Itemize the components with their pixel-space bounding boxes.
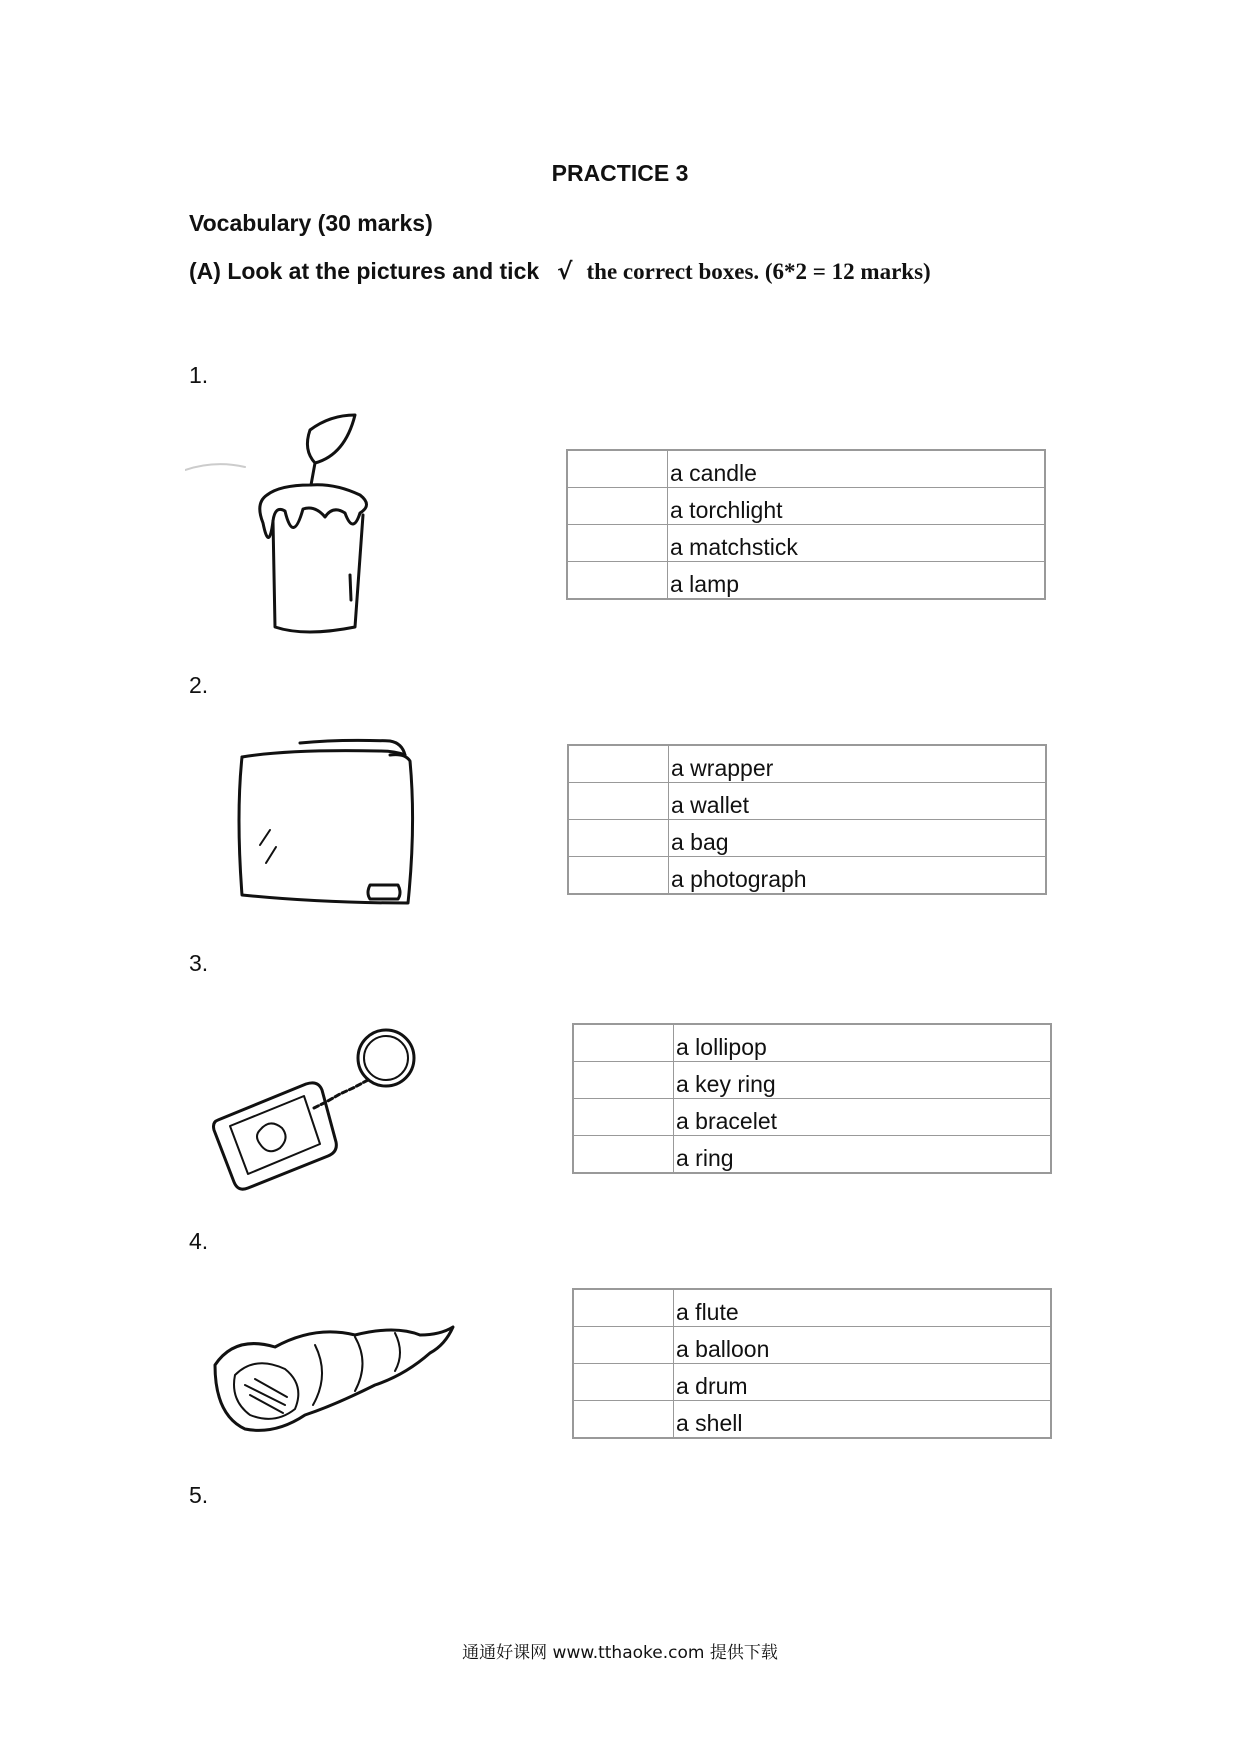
option-row — [568, 820, 1046, 857]
tick-box[interactable] — [573, 1062, 674, 1099]
option-label: a wrapper — [669, 745, 1047, 783]
option-row — [568, 745, 1046, 783]
tick-box[interactable] — [568, 820, 669, 857]
tick-box[interactable] — [568, 783, 669, 820]
option-label: a ring — [674, 1136, 1052, 1174]
option-label: a torchlight — [668, 488, 1046, 525]
option-row — [573, 1327, 1051, 1364]
option-label: a wallet — [669, 783, 1047, 820]
tick-box[interactable] — [568, 745, 669, 783]
option-row — [573, 1136, 1051, 1174]
question-number: 1. — [189, 362, 209, 388]
option-row — [573, 1024, 1051, 1062]
option-row — [567, 562, 1045, 600]
tick-box[interactable] — [568, 857, 669, 895]
tick-box[interactable] — [567, 488, 668, 525]
tick-box[interactable] — [567, 562, 668, 600]
options-table-q2 — [567, 744, 1047, 895]
option-row — [573, 1099, 1051, 1136]
tick-box[interactable] — [573, 1401, 674, 1439]
option-label: a matchstick — [668, 525, 1046, 562]
options-table-q3 — [572, 1023, 1052, 1174]
option-label: a shell — [674, 1401, 1052, 1439]
tick-box[interactable] — [573, 1024, 674, 1062]
wallet-drawing — [230, 735, 430, 915]
option-row — [573, 1289, 1051, 1327]
option-row — [567, 450, 1045, 488]
section-heading: Vocabulary (30 marks) — [189, 210, 433, 236]
options-table-q4 — [572, 1288, 1052, 1439]
tick-mark-icon: √ — [557, 259, 573, 285]
option-label: a balloon — [674, 1327, 1052, 1364]
tick-box[interactable] — [573, 1364, 674, 1401]
key-ring-drawing — [208, 1020, 438, 1200]
option-row — [573, 1364, 1051, 1401]
instruction-part2: the correct boxes. (6*2 = 12 marks) — [586, 259, 931, 284]
tick-box[interactable] — [573, 1289, 674, 1327]
question-number: 3. — [189, 950, 209, 976]
option-row — [567, 488, 1045, 525]
option-row — [567, 525, 1045, 562]
tick-box[interactable] — [567, 450, 668, 488]
tick-box[interactable] — [573, 1099, 674, 1136]
question-number: 4. — [189, 1228, 209, 1254]
option-label: a drum — [674, 1364, 1052, 1401]
tick-box[interactable] — [567, 525, 668, 562]
question-number: 2. — [189, 672, 209, 698]
tick-box[interactable] — [573, 1327, 674, 1364]
option-row — [568, 783, 1046, 820]
option-label: a lollipop — [674, 1024, 1052, 1062]
option-label: a bracelet — [674, 1099, 1052, 1136]
option-label: a candle — [668, 450, 1046, 488]
option-label: a flute — [674, 1289, 1052, 1327]
option-label: a photograph — [669, 857, 1047, 895]
option-label: a bag — [669, 820, 1047, 857]
candle-drawing — [185, 405, 415, 645]
options-table-q1 — [566, 449, 1046, 600]
instruction — [189, 258, 931, 285]
option-label: a lamp — [668, 562, 1046, 600]
footer-text: 通通好课网 www.tthaoke.com 提供下载 — [462, 1643, 778, 1663]
option-row — [568, 857, 1046, 895]
page-title: PRACTICE 3 — [551, 160, 689, 186]
question-number: 5. — [189, 1482, 209, 1508]
option-label: a key ring — [674, 1062, 1052, 1099]
shell-drawing — [205, 1305, 465, 1455]
instruction-part1: (A) Look at the pictures and tick — [189, 258, 540, 284]
option-row — [573, 1401, 1051, 1439]
option-row — [573, 1062, 1051, 1099]
tick-box[interactable] — [573, 1136, 674, 1174]
